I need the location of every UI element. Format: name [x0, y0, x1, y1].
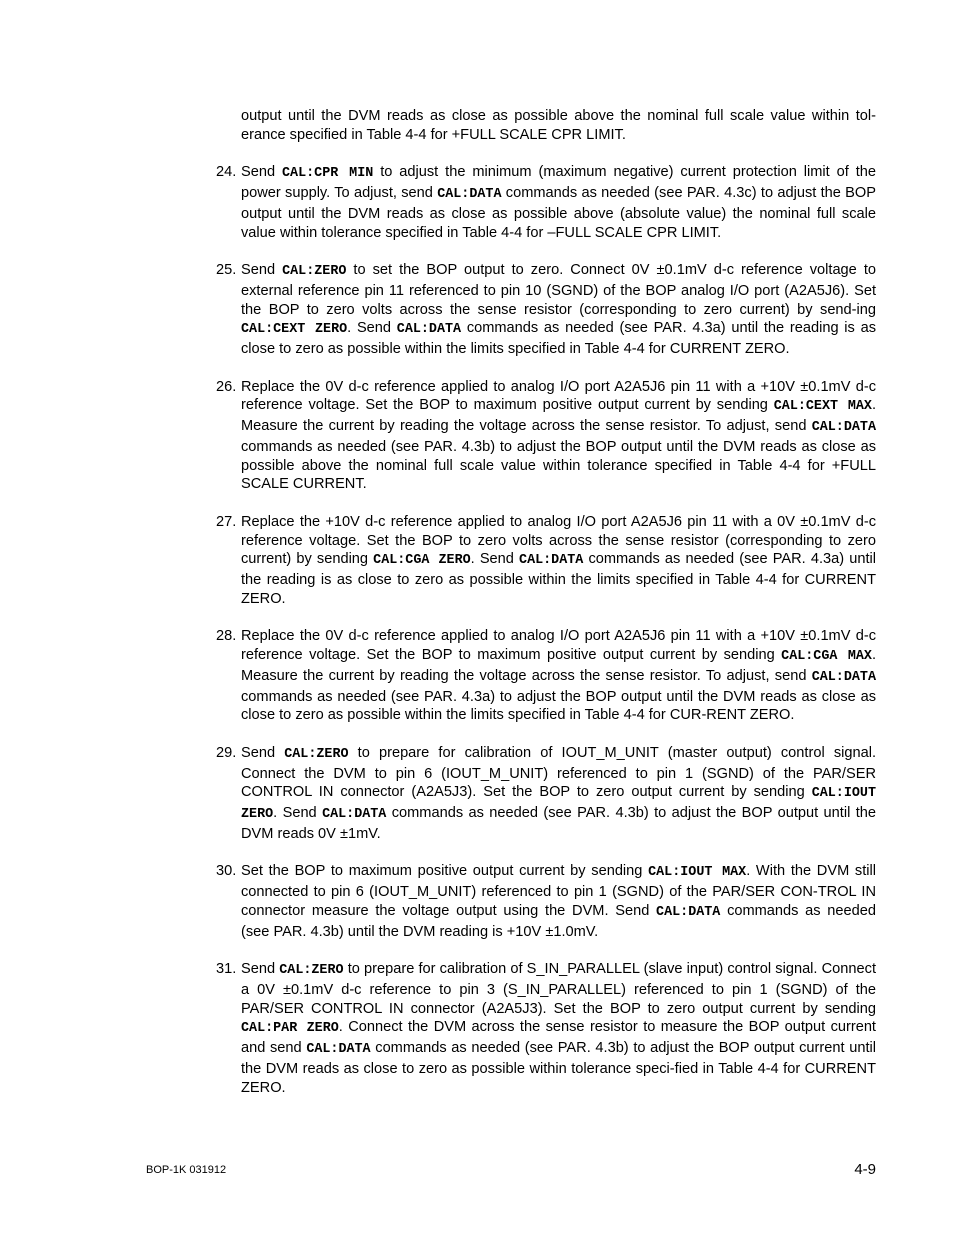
command-code: CAL:DATA — [811, 420, 876, 435]
command-code: CAL:PAR ZERO — [241, 1021, 339, 1037]
step-text: . Send — [347, 320, 397, 337]
step-text: commands as needed (see PAR. 4.3a) until the reading is as close to zero as possible within the limits specified in Table 4-4 for CURRENT ZERO. — [241, 551, 877, 607]
step-number: 30. — [216, 863, 237, 880]
step-text: Replace the 0V d-c reference applied to analog I/O port A2A5J6 pin 11 with a +10V ±0.1mV d-c reference voltage. Set the BOP to maximum positive output current by sending — [241, 378, 876, 414]
procedure-step — [216, 960, 876, 1097]
step-text: commands as needed (see PAR. 4.3b) to adjust the BOP output current until the DVM reads as close to zero as possible within tolerance speci-fied in Table 4-4 for CURRENT ZERO. — [241, 1040, 876, 1096]
step-text: output until the DVM reads as close as possible above the nominal full scale value within tol-erance specified in Table 4-4 for +FULL SCALE CPR LIMIT. — [241, 108, 876, 143]
step-text: commands as needed (see PAR. 4.3a) until the reading is as close to zero as possible within the limits specified in Table 4-4 for CURRENT ZERO. — [241, 320, 877, 357]
step-text: to prepare for calibration of IOUT_M_UNIT (master output) control signal. Connect the DVM to pin 6 (IOUT_M_UNIT) referenced to pin 1 (SGND) of the PAR/SER CONTROL IN connector (A2A5J3). Set the BOP to zero output current by sending — [241, 744, 877, 801]
step-text: commands as needed (see PAR. 4.3c) to adjust the BOP output until the DVM reads as close as possible above (absolute value) the nominal full scale value within tolerance specified in Table 4-4 for –FULL SCALE CPR LIMIT. — [241, 185, 876, 241]
step-number: 27. — [216, 513, 237, 530]
command-code: CAL:CPR MIN — [282, 166, 374, 182]
procedure-step — [216, 862, 876, 941]
procedure-step — [216, 627, 876, 725]
step-text: commands as needed (see PAR. 4.3a) to adjust the BOP output until the DVM reads as close as close to zero as possible within the limits specified in Table 4-4 for CUR-RENT ZERO. — [241, 688, 876, 724]
command-code: CAL:ZERO — [282, 264, 347, 279]
step-number: 29. — [216, 744, 237, 761]
step-text: to adjust the minimum (maximum negative) current protection limit of the power supply. To adjust, send — [241, 164, 877, 201]
step-text: Replace the +10V d-c reference applied to analog I/O port A2A5J6 pin 11 with a 0V ±0.1mV d-c reference voltage. Set the BOP to zero volts across the sense resistor (corresponding to zero current) by sending — [241, 513, 876, 568]
step-text: Send — [241, 262, 283, 278]
step-text: Send — [241, 744, 285, 761]
step-text: Send — [241, 164, 283, 181]
step-text: . With the DVM still connected to pin 6 (IOUT_M_UNIT) referenced to pin 1 (SGND) of the PAR/SER CON-TROL IN connector measure the voltage output using the DVM. Send — [241, 863, 876, 919]
step-text: . Send — [273, 805, 323, 821]
step-text: commands as needed (see PAR. 4.3b) until the DVM reading is +10V ±1.0mV. — [241, 902, 876, 940]
step-text: Send — [241, 961, 280, 977]
command-code: CAL:IOUT ZERO — [241, 786, 876, 822]
command-code: CAL:DATA — [306, 1042, 371, 1057]
command-code: CAL:CGA ZERO — [373, 553, 471, 569]
step-number: 26. — [216, 378, 237, 395]
command-code: CAL:DATA — [437, 187, 502, 202]
command-code: CAL:DATA — [811, 669, 876, 685]
command-code: CAL:DATA — [322, 807, 387, 822]
procedure-step — [216, 378, 876, 495]
step-number: 28. — [216, 628, 237, 645]
step-text: . Measure the current by reading the voltage across the sense resistor. To adjust, send — [241, 647, 876, 684]
command-code: CAL:ZERO — [279, 963, 344, 978]
step-number: 25. — [216, 262, 237, 278]
step-text: . Send — [470, 551, 520, 568]
command-code: CAL:DATA — [519, 553, 584, 569]
step-number: 24. — [216, 164, 237, 181]
procedure-step — [216, 513, 876, 609]
step-text: commands as needed (see PAR. 4.3b) to adjust the BOP output until the DVM reads as close as possible above the nominal full scale value within tolerance specified in Table 4-4 for +FULL SCALE CURRENT. — [241, 438, 876, 493]
step-text: commands as needed (see PAR. 4.3b) to adjust the BOP output until the DVM reads 0V ±1mV. — [241, 805, 876, 842]
procedure-step — [216, 163, 876, 242]
command-code: CAL:ZERO — [284, 746, 349, 762]
document-id: BOP-1K 031912 — [146, 1164, 227, 1176]
command-code: CAL:CGA MAX — [781, 649, 872, 664]
procedure-step — [216, 744, 876, 844]
step-text: to prepare for calibration of S_IN_PARALLEL (slave input) control signal. Connect a 0V ±0.1mV d-c reference to pin 3 (S_IN_PARALLEL) referenced to pin 1 (SGND) of the PAR/SER CONTROL IN connector (A2A5J3). Set the BOP to zero output current by sending — [241, 961, 876, 1017]
command-code: CAL:DATA — [656, 904, 721, 920]
continued-step-text — [216, 107, 876, 145]
step-text: . Measure the current by reading the voltage across the sense resistor. To adjust, send — [241, 397, 877, 434]
page-number: 4-9 — [854, 1161, 876, 1178]
procedure-steps — [216, 107, 876, 1116]
command-code: CAL:CEXT ZERO — [241, 322, 348, 338]
step-text: to set the BOP output to zero. Connect 0V ±0.1mV d-c reference voltage to external reference pin 11 referenced to pin 10 (SGND) of the BOP analog I/O port (A2A5J6). Set the BOP to zero volts across the sense resistor (corresponding to zero current) by send-ing — [241, 262, 876, 318]
step-text: Set the BOP to maximum positive output current by sending — [241, 863, 649, 880]
command-code: CAL:DATA — [396, 322, 462, 338]
procedure-step — [216, 261, 876, 359]
step-text: . Connect the DVM across the sense resistor to measure the BOP output current and send — [241, 1019, 876, 1056]
step-text: Replace the 0V d-c reference applied to analog I/O port A2A5J6 pin 11 with a +10V ±0.1mV d-c reference voltage. Set the BOP to maximum positive output current by sending — [241, 628, 876, 663]
command-code: CAL:IOUT MAX — [648, 865, 747, 881]
step-number: 31. — [216, 961, 237, 977]
command-code: CAL:CEXT MAX — [773, 399, 872, 415]
